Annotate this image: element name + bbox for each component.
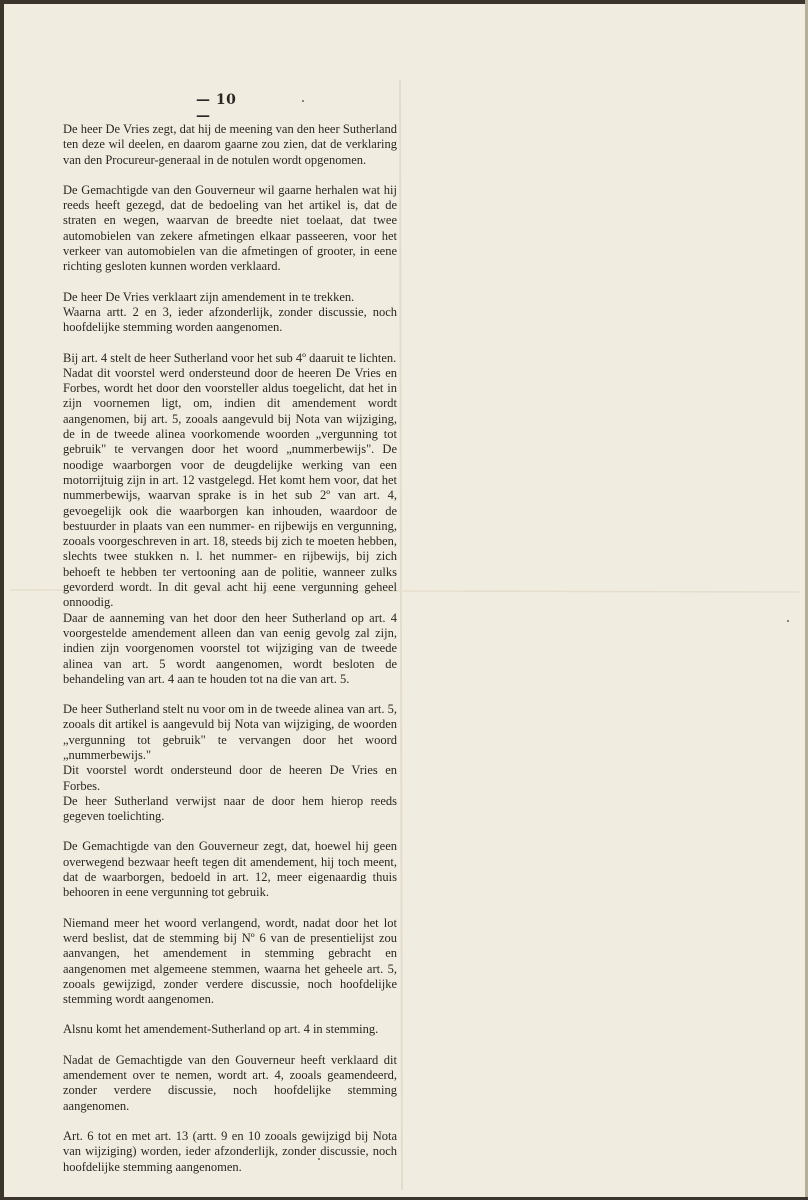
paragraph: Nadat dit voorstel werd ondersteund door de heeren De Vries en Forbes, wordt het door den voorsteller aldus toegelicht, dat het in zijn voornemen ligt, om, indien dit amendement wordt aangenomen, bij art. 5, zooals aangevuld bij Nota van wijziging, de in de tweede alinea voorkomende woorden „vergunning tot gebruik" te vervangen door het woord „nummerbewijs". De noodige waarborgen voor de deugdelijke werking van een motorrijtuig zijn in art. 12 vastgelegd. Het komt hem voor, dat het nummerbewijs, waarvan sprake is in het sub 2º van art. 4, gevoegelijk ook die waarborgen kan inhouden, waardoor de bestuurder in plaats van een nummer- en rijbewijs en vergunning, zooals voorgeschreven in art. 18, steeds bij zich te moeten hebben, slechts twee stukken n. l. het nummer- en rijbewijs, bij zich behoeft te hebben ter vertooning aan de politie, wanneer zulks gevorderd wordt. In dit geval acht hij eene vergunning geheel onnoodig.: [63, 365, 397, 610]
paragraph: Alsnu komt het amendement-Sutherland op art. 4 in stemming.: [63, 1022, 379, 1037]
paragraph: Bij art. 4 stelt de heer Sutherland voor het sub 4º daaruit te lichten.: [63, 350, 397, 365]
paragraph: De heer De Vries zegt, dat hij de meening van den heer Sutherland ten deze wil deelen, en daarom gaarne zou zien, dat de verklaring van den Procureur-generaal in de notulen wordt opgenomen.: [63, 122, 397, 167]
paragraph: Art. 6 tot en met art. 13 (artt. 9 en 10 zooals gewijzigd bij Nota van wijziging) worden, ieder afzonderlijk, zonder discussie, noch hoofdelijke stemming aangenomen.: [63, 1128, 397, 1174]
paragraph: De heer Sutherland stelt nu voor om in de tweede alinea van art. 5, zooals dit artikel is aangevuld bij Nota van wijziging, de woorden „vergunning tot gebruik" te vervangen door het woord „nummerbewijs.": [63, 702, 397, 762]
paper-speckle: [302, 100, 304, 102]
paragraph: Waarna artt. 2 en 3, ieder afzonderlijk, zonder discussie, noch hoofdelijke stemming worden aangenomen.: [63, 304, 397, 335]
paragraph: Nadat de Gemachtigde van den Gouverneur heeft verklaard dit amendement over te nemen, wordt art. 4, zooals geamendeerd, zonder verdere discussie, noch hoofdelijke stemming aangenomen.: [63, 1052, 397, 1113]
paper-speckle: [787, 620, 789, 622]
paragraph: Daar de aanneming van het door den heer Sutherland op art. 4 voorgestelde amendement alleen dan van eenig gevolg zal zijn, indien zijn voorgenomen voorstel tot wijziging van de tweede alinea van art. 5 wordt aangenomen, wordt besloten de behandeling van art. 4 aan te houden tot na die van art. 5.: [63, 610, 397, 686]
paragraph: De Gemachtigde van den Gouverneur wil gaarne herhalen wat hij reeds heeft gezegd, dat de bedoeling van het artikel is, dat de straten en wegen, waarvan de breedte niet toelaat, dat twee automobielen van zekere afmetingen elkaar passeeren, voor het verkeer van automobielen van die afmetingen of grooter, in eene richting gesloten kunnen worden verklaard.: [63, 182, 397, 274]
paragraph: Niemand meer het woord verlangend, wordt, nadat door het lot werd beslist, dat de stemming bij Nº 6 van de presentielijst zou aanvangen, het amendement in stemming gebracht en aangenomen met algemeene stemmen, waarna het geheele art. 5, zooals gewijzigd, zonder verdere discussie, noch hoofdelijke stemming wordt aangenomen.: [63, 915, 397, 1007]
page-number: — 10 —: [196, 92, 237, 124]
paper-speckle: [318, 1158, 320, 1160]
paragraph: De Gemachtigde van den Gouverneur zegt, dat, hoewel hij geen overwegend bezwaar heeft tegen dit amendement, hij toch meent, dat de waarborgen, bedoeld in art. 12, meer eigenaardig thuis behooren in eene vergunning tot gebruik.: [63, 839, 397, 900]
paragraph: Dit voorstel wordt ondersteund door de heeren De Vries en Forbes.: [63, 763, 397, 793]
body-text: [63, 122, 397, 1175]
paragraph: De heer De Vries verklaart zijn amendement in te trekken.: [63, 289, 355, 304]
paragraph: De heer Sutherland verwijst naar de door hem hierop reeds gegeven toelichting.: [63, 793, 397, 824]
